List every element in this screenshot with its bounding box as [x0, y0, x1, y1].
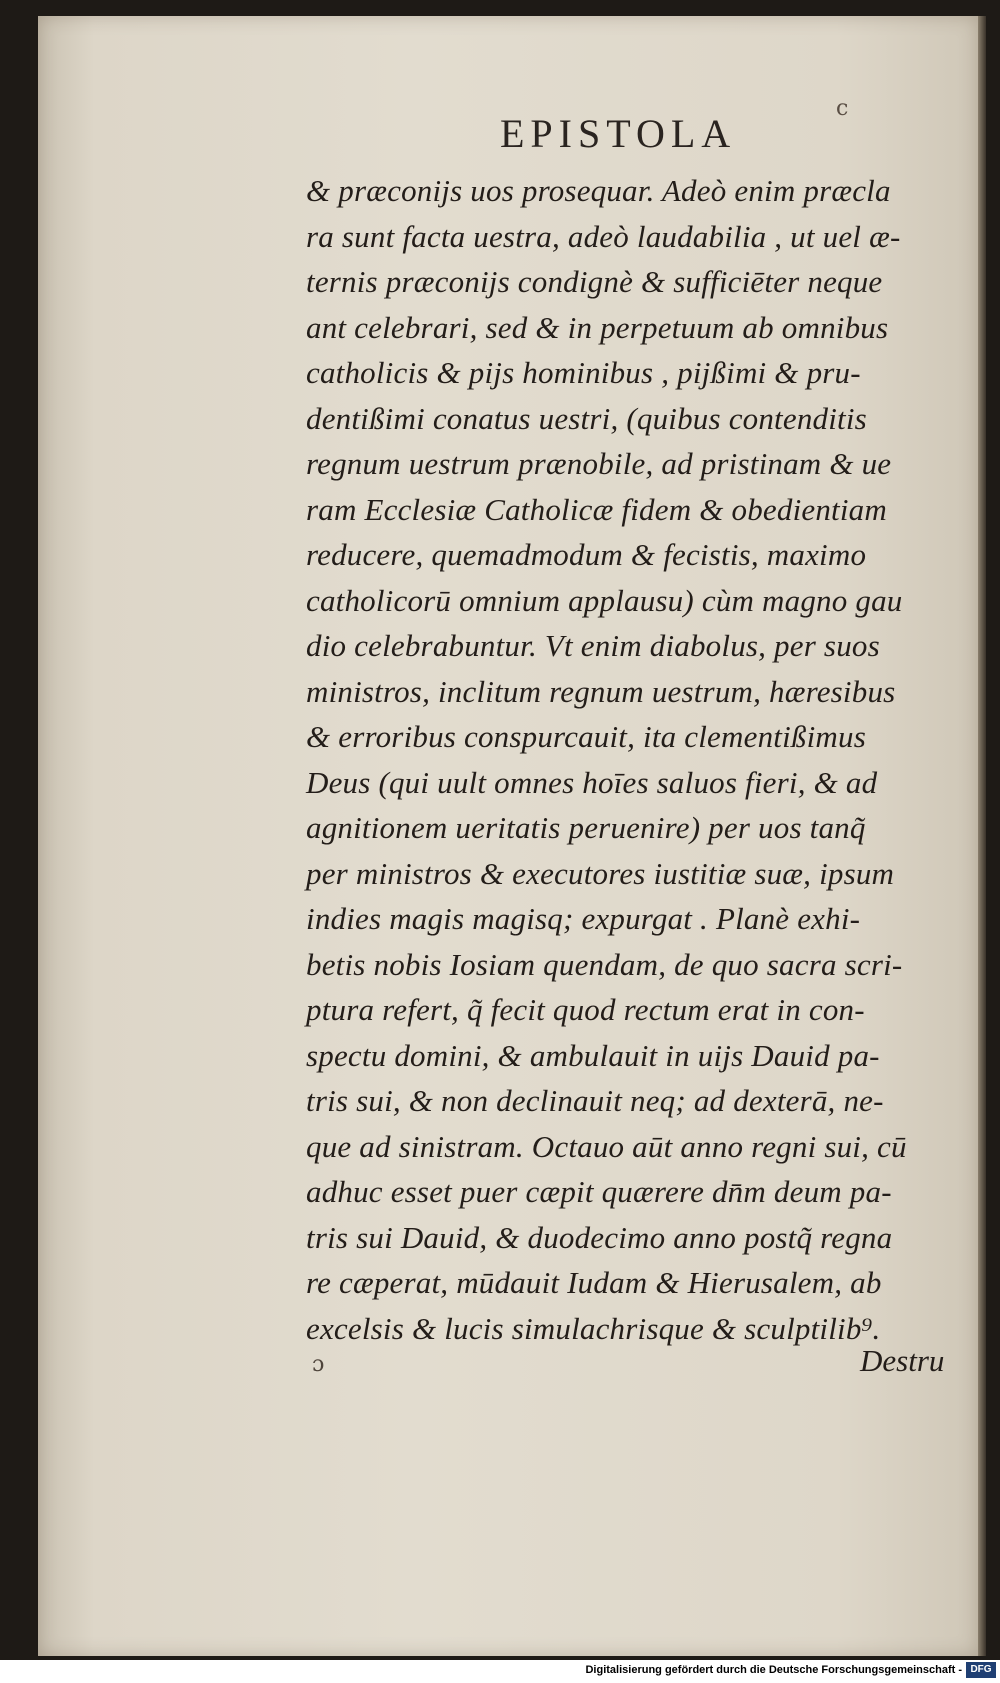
catchword: Destru	[860, 1343, 945, 1378]
text-line: indies magis magisq; expurgat . Planè exhi-	[306, 901, 861, 936]
page-edge	[978, 16, 986, 1656]
text-line: dio celebrabuntur. Vt enim diabolus, per suos	[306, 628, 880, 663]
text-line: ra sunt facta uestra, adeò laudabilia , ut uel æ-	[306, 218, 901, 254]
text-line: catholicorū omnium applausu) cùm magno gau	[306, 582, 903, 618]
dfg-logo: DFG	[966, 1662, 996, 1678]
text-line: per ministros & executores iustitiæ suæ, ipsum	[306, 855, 895, 891]
corner-mark: c	[836, 96, 849, 121]
text-line: Deus (qui uult omnes hoīes saluos fieri, & ad	[306, 764, 878, 800]
footer	[0, 1660, 1000, 1683]
text-line: & erroribus conspurcauit, ita clementißimus	[306, 719, 866, 754]
text-line: ptura refert, q̃ fecit quod rectum erat in con-	[306, 992, 865, 1027]
text-line: dentißimi conatus uestri, (quibus contenditis	[306, 400, 867, 436]
text-line: ram Ecclesiæ Catholicæ fidem & obedientiam	[306, 491, 887, 527]
text-line: reducere, quemadmodum & fecistis, maximo	[306, 537, 867, 572]
text-line: tris sui Dauid, & duodecimo anno postq̃ regna	[306, 1219, 893, 1255]
text-line: & præconijs uos prosequar. Adeò enim præcla	[306, 173, 891, 208]
text-line: catholicis & pijs hominibus , pijßimi & pru-	[306, 355, 861, 390]
text-line: ant celebrari, sed & in perpetuum ab omnibus	[306, 309, 889, 345]
body-text	[306, 168, 956, 1351]
footer-credit: Digitalisierung gefördert durch die Deutsche Forschungsgemeinschaft -	[585, 1664, 962, 1676]
stray-mark: ɔ	[312, 1352, 325, 1377]
text-line: ministros, inclitum regnum uestrum, hæresibus	[306, 673, 896, 709]
text-line: excelsis & lucis simulachrisque & sculptilib⁹.	[306, 1310, 881, 1346]
text-line: agnitionem ueritatis peruenire) per uos tanq̃	[306, 810, 866, 845]
text-line: que ad sinistram. Octauo aūt anno regni sui, cū	[306, 1128, 907, 1164]
text-line: betis nobis Iosiam quendam, de quo sacra scri-	[306, 946, 903, 982]
text-line: regnum uestrum prænobile, ad pristinam & ue	[306, 446, 892, 481]
text-line: tris sui, & non declinauit neq; ad dexterā, ne-	[306, 1083, 884, 1118]
text-line: ternis præconijs condignè & sufficiēter neque	[306, 264, 883, 299]
text-line: spectu domini, & ambulauit in uijs Dauid pa-	[306, 1037, 880, 1073]
text-line: adhuc esset puer cæpit quærere dn̄m deum pa-	[306, 1174, 892, 1209]
running-head: EPISTOLA	[500, 111, 737, 156]
text-line: re cæperat, mūdauit Iudam & Hierusalem, ab	[306, 1265, 882, 1300]
